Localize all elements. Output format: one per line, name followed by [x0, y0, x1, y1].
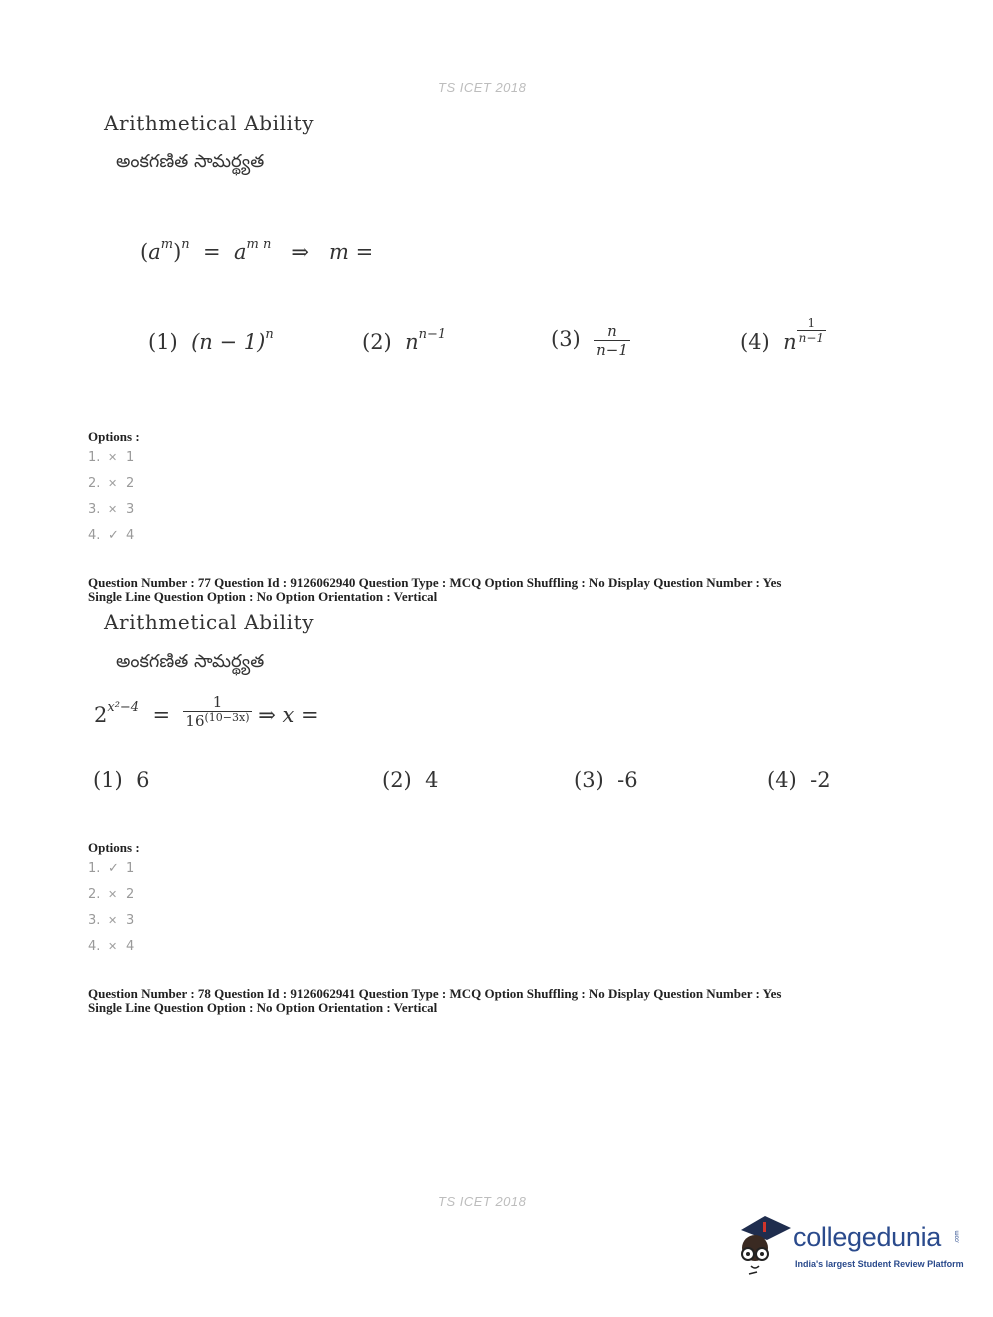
cross-mark-icon: ✕	[108, 477, 118, 490]
cross-mark-icon: ✕	[108, 888, 118, 901]
fraction-numerator: n	[607, 322, 617, 340]
check-mark-icon: ✓	[108, 861, 119, 876]
option-index: 2.	[88, 887, 101, 902]
eq-base-a: a	[148, 240, 161, 264]
eq-implies: ⇒	[291, 240, 309, 264]
choice-expr: n	[783, 330, 797, 354]
option-item	[88, 886, 134, 904]
choice-3	[574, 768, 638, 792]
logo-tagline: India's largest Student Review Platform	[795, 1259, 964, 1269]
options-list	[88, 449, 134, 545]
options-label: Options :	[88, 429, 140, 444]
option-value: 4	[126, 528, 135, 543]
question-equation	[94, 693, 319, 732]
choice-value: -6	[617, 768, 638, 792]
choice-number: (4)	[767, 768, 797, 792]
choice-number: (1)	[93, 768, 123, 792]
choice-number: (3)	[574, 768, 604, 792]
option-index: 1.	[88, 450, 101, 465]
option-index: 3.	[88, 502, 101, 517]
cross-mark-icon: ✕	[108, 503, 118, 516]
option-index: 2.	[88, 476, 101, 491]
eq-exp-m: m	[160, 237, 174, 252]
eq-rhs-exp: m n	[246, 237, 272, 252]
question-meta-line1: Question Number : 78 Question Id : 9126062941 Question Type : MCQ Option Shuffling : No Display Question Number : Yes	[88, 986, 782, 1001]
choice-expr: (n − 1)	[191, 330, 266, 354]
option-item	[88, 475, 134, 493]
eq-final-equals: =	[301, 703, 319, 727]
section-title: Arithmetical Ability	[104, 111, 315, 135]
question-meta-line2: Single Line Question Option : No Option Orientation : Vertical	[88, 1000, 438, 1015]
eq-rhs-base: a	[233, 240, 247, 264]
option-index: 3.	[88, 913, 101, 928]
logo-com: .com	[954, 1230, 961, 1244]
check-mark-icon: ✓	[108, 528, 119, 543]
eq-base: 2	[94, 703, 108, 727]
option-value: 2	[126, 476, 135, 491]
choice-value: 4	[425, 768, 439, 792]
choice-number: (2)	[362, 330, 392, 354]
option-item	[88, 912, 134, 930]
question-equation: $(a^m)^n = a^{m n}$ ⇒ m =	[140, 237, 374, 264]
mascot-icon	[735, 1210, 793, 1278]
choice-value: -2	[810, 768, 831, 792]
denom-base: 16	[185, 712, 205, 730]
cross-mark-icon: ✕	[108, 914, 118, 927]
choice-number: (3)	[551, 327, 581, 351]
choice-value: 6	[136, 768, 150, 792]
question-meta-line2: Single Line Question Option : No Option Orientation : Vertical	[88, 589, 438, 604]
section-title-telugu: అంకగణిత సామర్థ్యత	[116, 651, 265, 672]
choice-number: (1)	[148, 330, 178, 354]
question-meta	[88, 987, 781, 1015]
choice-1	[93, 768, 149, 792]
choice-2	[382, 768, 438, 792]
fraction-denominator	[183, 711, 251, 732]
question-meta-line1: Question Number : 77 Question Id : 9126062940 Question Type : MCQ Option Shuffling : No Display Question Number : Yes	[88, 575, 782, 590]
collegedunia-logo	[735, 1210, 965, 1280]
fraction-numerator: 1	[212, 693, 223, 711]
eq-unknown: m	[329, 240, 349, 264]
choice-4	[767, 768, 831, 792]
option-value: 3	[126, 913, 135, 928]
options-label: Options :	[88, 840, 140, 855]
option-item	[88, 449, 134, 467]
option-value: 2	[126, 887, 135, 902]
eq-unknown: x	[282, 703, 295, 727]
option-item	[88, 860, 134, 878]
choice-1	[148, 327, 274, 354]
option-value: 1	[126, 861, 135, 876]
fraction-denominator: n−1	[798, 331, 825, 345]
choice-exp-fraction	[797, 316, 826, 345]
choice-number: (4)	[740, 330, 770, 354]
section-title-telugu: అంకగణిత సామర్థ్యత	[116, 151, 265, 172]
eq-implies: ⇒	[258, 703, 276, 727]
eq-equals: =	[152, 703, 171, 727]
option-item	[88, 938, 134, 956]
choice-4	[740, 316, 826, 354]
eq-final-equals: =	[355, 240, 374, 264]
section-title: Arithmetical Ability	[104, 610, 315, 634]
eq-exp: x²−4	[107, 700, 140, 715]
logo-wordmark: collegedunia	[793, 1222, 942, 1252]
option-index: 4.	[88, 528, 101, 543]
option-value: 1	[126, 450, 135, 465]
fraction-numerator: 1	[807, 316, 816, 330]
choice-2	[362, 327, 447, 354]
cross-mark-icon: ✕	[108, 451, 118, 464]
option-value: 3	[126, 502, 135, 517]
eq-fraction	[183, 693, 251, 732]
question-meta	[88, 576, 781, 604]
option-item	[88, 501, 134, 519]
cross-mark-icon: ✕	[108, 940, 118, 953]
option-item	[88, 527, 134, 545]
fraction-denominator: n−1	[596, 341, 628, 359]
option-value: 4	[126, 939, 135, 954]
choice-expr: n	[405, 330, 419, 354]
eq-exp-n: n	[181, 237, 190, 252]
option-index: 1.	[88, 861, 101, 876]
footer-watermark: TS ICET 2018	[438, 1194, 527, 1209]
header-watermark: TS ICET 2018	[438, 80, 527, 95]
choice-exp: n−1	[418, 327, 447, 342]
options-list	[88, 860, 134, 956]
option-index: 4.	[88, 939, 101, 954]
choice-exp: n	[265, 327, 274, 342]
choice-3	[551, 322, 630, 359]
choice-number: (2)	[382, 768, 412, 792]
denom-exp: (10−3x)	[204, 711, 250, 724]
choice-fraction	[594, 322, 630, 359]
eq-equals: =	[203, 240, 221, 264]
